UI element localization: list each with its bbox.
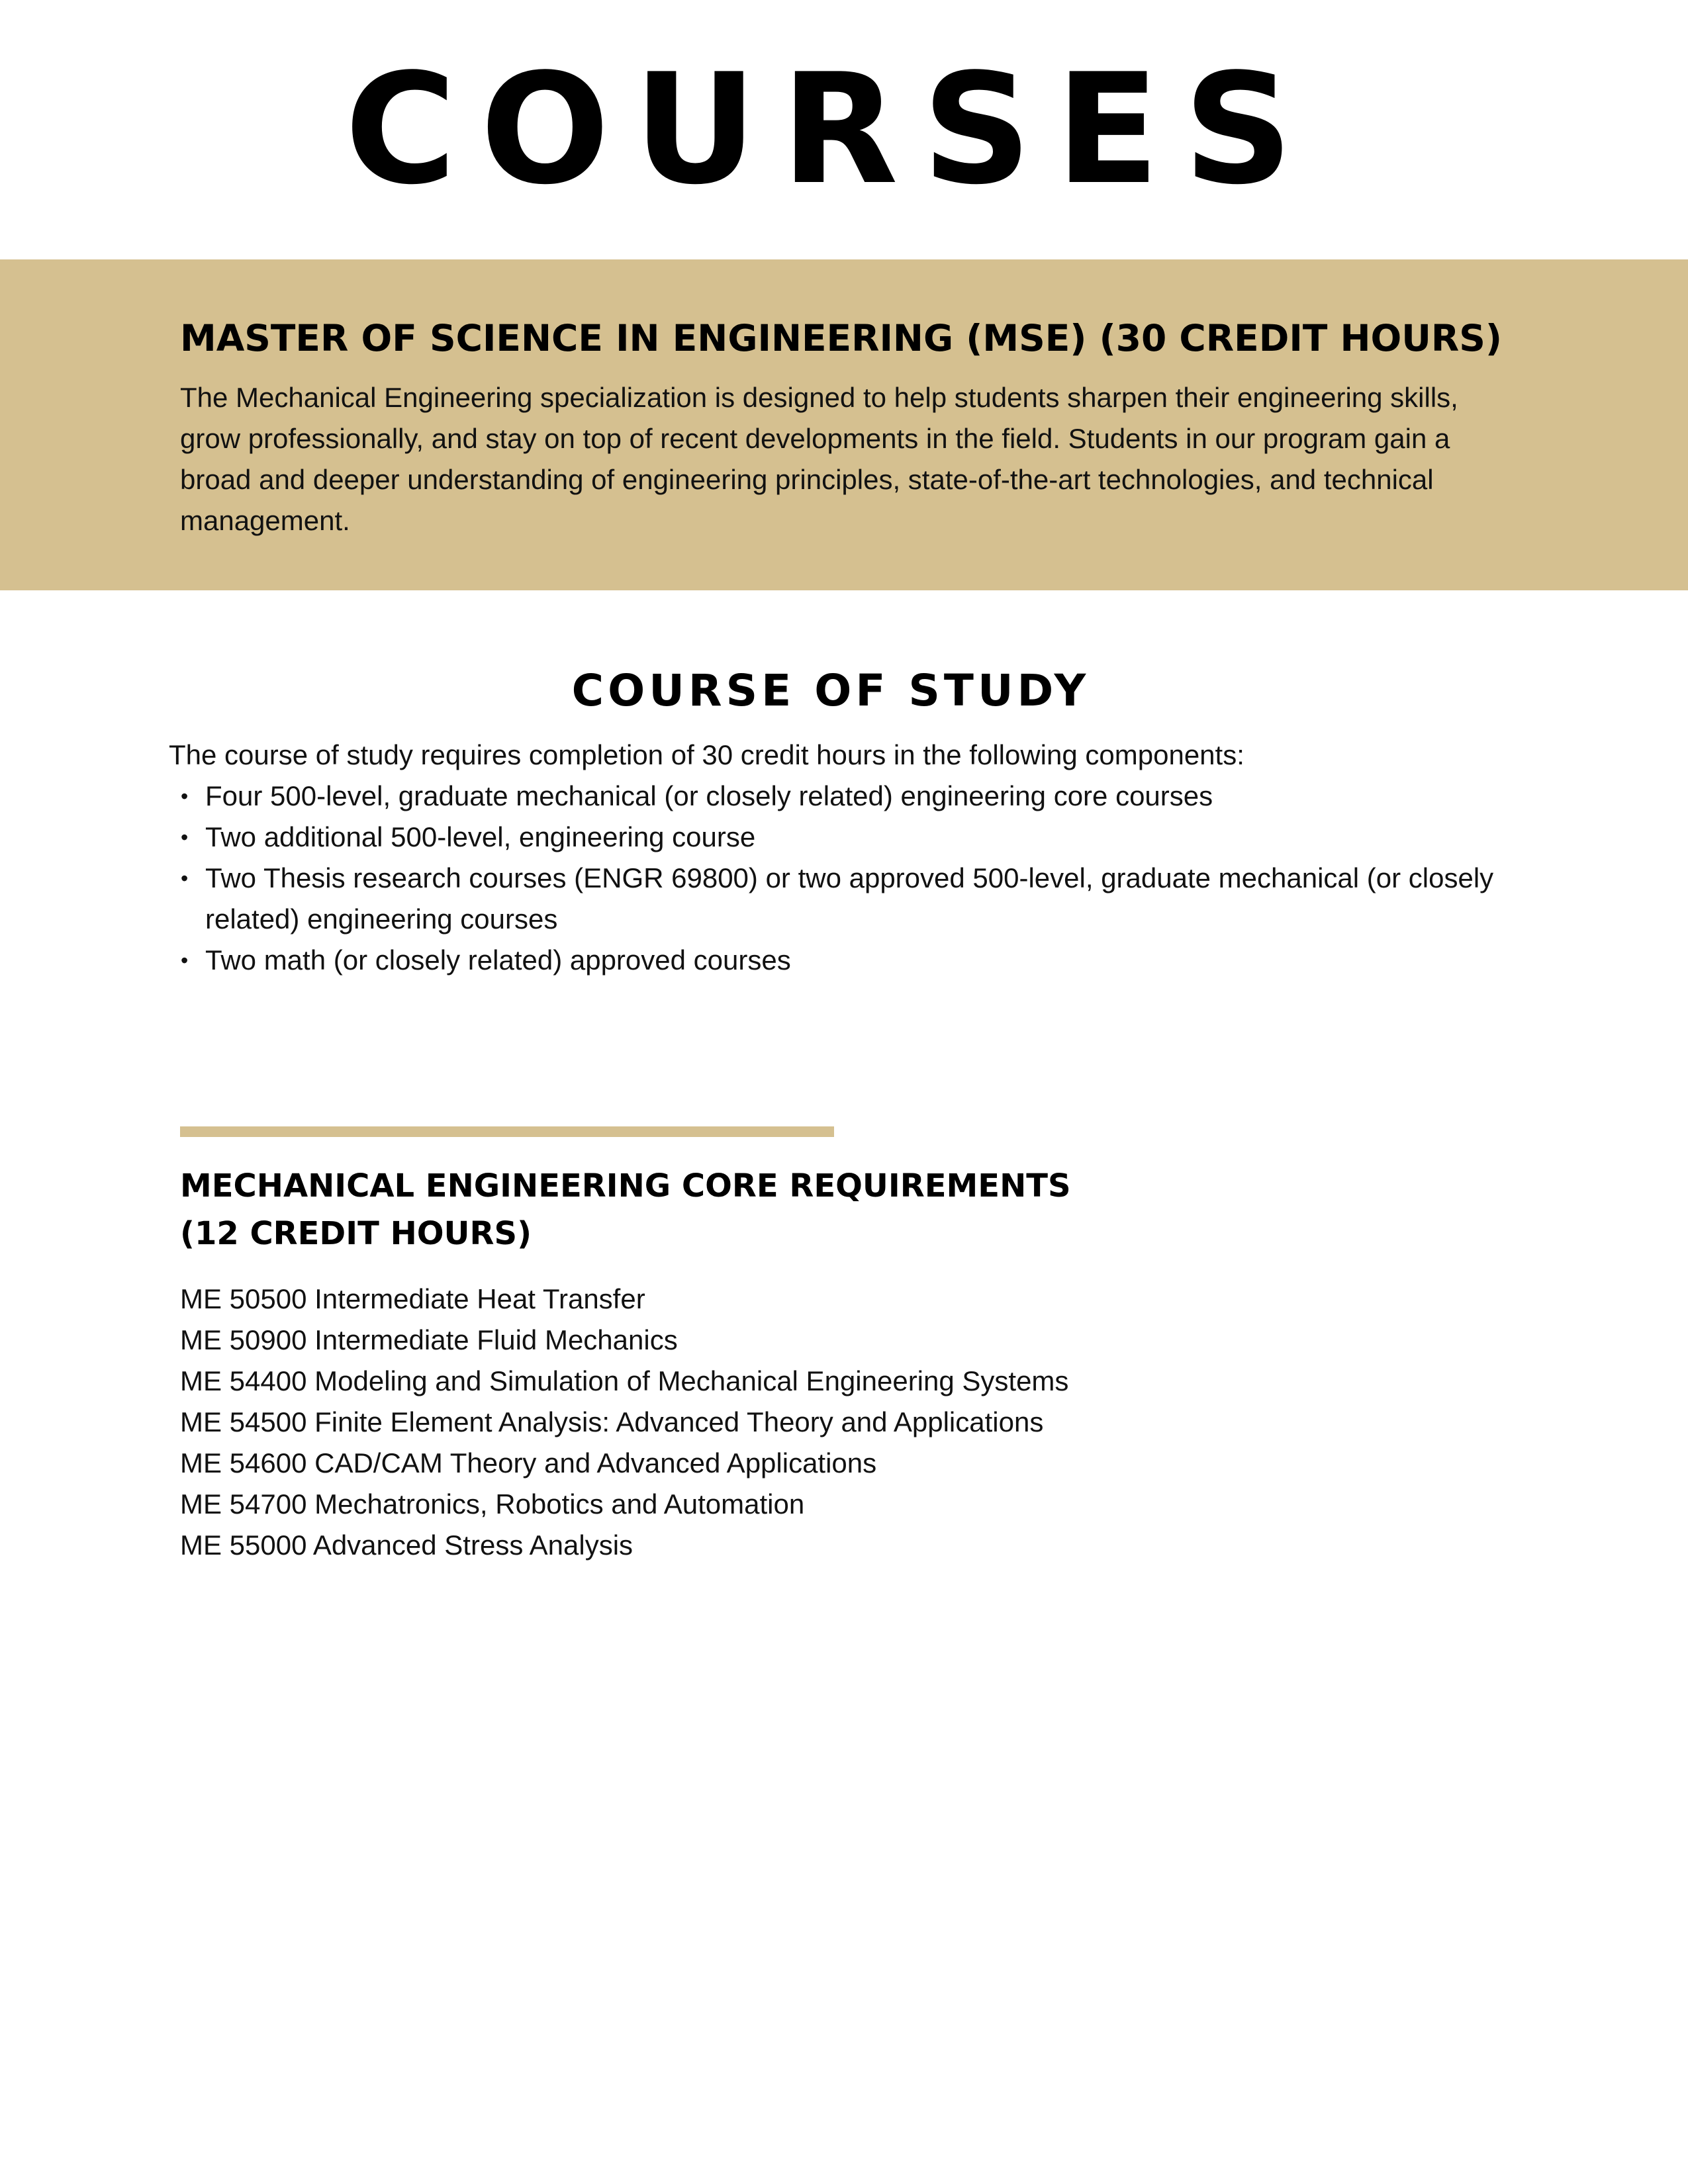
core-course-list <box>180 1279 1068 1566</box>
course-item: ME 54500 Finite Element Analysis: Advanced Theory and Applications <box>180 1406 1044 1437</box>
bullet-icon: • <box>181 825 189 849</box>
core-heading-line1: MECHANICAL ENGINEERING CORE REQUIREMENTS <box>180 1167 1071 1205</box>
bullet-icon: • <box>181 866 189 890</box>
page-title: COURSES <box>344 42 1317 218</box>
list-item <box>169 940 1519 981</box>
list-item-text: Two additional 500-level, engineering course <box>205 821 756 852</box>
program-heading: MASTER OF SCIENCE IN ENGINEERING (MSE) (30 CREDIT HOURS) <box>180 317 1503 359</box>
course-item: ME 55000 Advanced Stress Analysis <box>180 1529 633 1561</box>
course-item: ME 54700 Mechatronics, Robotics and Automation <box>180 1488 805 1520</box>
course-of-study-heading: COURSE OF STUDY <box>571 665 1090 716</box>
requirements-list <box>169 776 1519 981</box>
course-item: ME 50500 Intermediate Heat Transfer <box>180 1283 645 1314</box>
course-of-study-intro: The course of study requires completion of 30 credit hours in the following components: <box>169 739 1244 770</box>
program-description: The Mechanical Engineering specialization is designed to help students sharpen their engineering skills, grow professionally, and stay on top of recent developments in the field. Students in our program gain a broad and deeper understanding of engineering principles, state-of-the-art technologies, and technical management. <box>180 382 1458 536</box>
list-item <box>169 817 1519 858</box>
bullet-icon: • <box>181 948 189 972</box>
list-item-text: Four 500-level, graduate mechanical (or closely related) engineering core courses <box>205 780 1213 811</box>
core-requirements-heading <box>180 1162 1173 1257</box>
list-item-text: Two Thesis research courses (ENGR 69800) or two approved 500-level, graduate mechanical (or closely related) engineering courses <box>205 862 1494 934</box>
section-divider <box>180 1126 834 1137</box>
list-item <box>169 858 1519 940</box>
bullet-icon: • <box>181 784 189 808</box>
course-item: ME 54600 CAD/CAM Theory and Advanced Applications <box>180 1447 877 1479</box>
list-item-text: Two math (or closely related) approved courses <box>205 944 791 976</box>
course-item: ME 50900 Intermediate Fluid Mechanics <box>180 1324 678 1355</box>
list-item <box>169 776 1519 817</box>
course-item: ME 54400 Modeling and Simulation of Mechanical Engineering Systems <box>180 1365 1069 1396</box>
core-heading-line2: (12 CREDIT HOURS) <box>180 1215 532 1252</box>
